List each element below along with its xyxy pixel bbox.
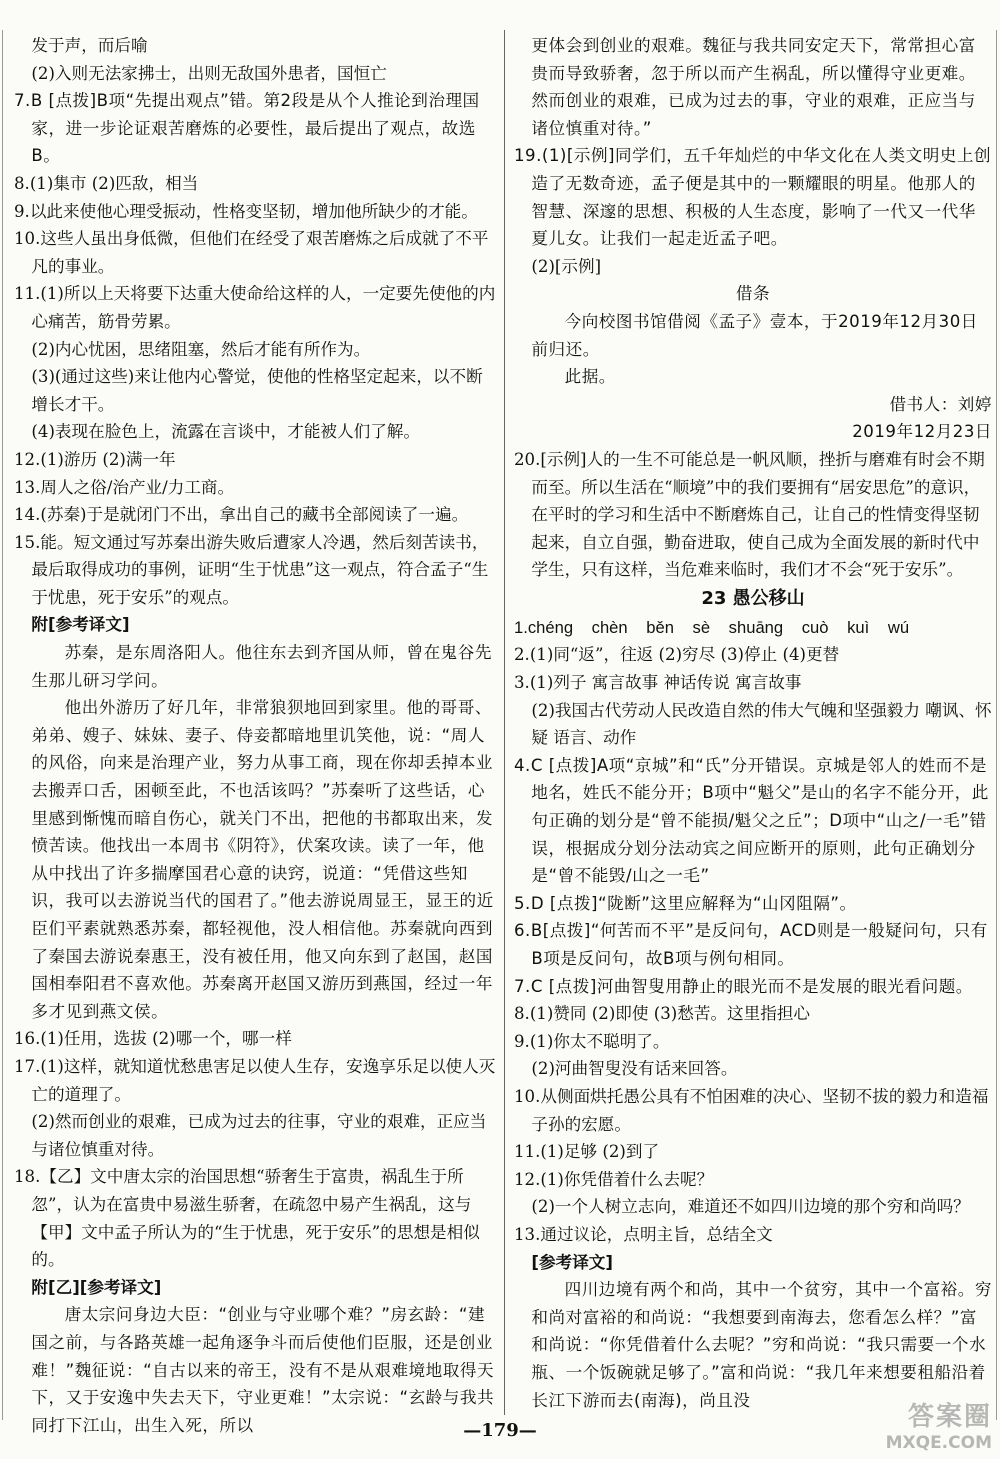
right-paragraph: (2)[示例] <box>531 256 602 276</box>
left-paragraph: 他出外游历了好几年，非常狼狈地回到家里。他的哥哥、弟弟、嫂子、妹妹、妻子、侍妾都暗地里讥笑他，说：“周人的风俗，向来是治理产业，努力从事工商，现在你却丢掉本业去搬弄口舌，困顿至此，不也活该吗？”苏秦听了这些话，心里感到惭愧而暗自伤心，就关门不出，把他的书都取出来，发愤苦读。他找出一本周书《阴符》，伏案攻读。读了一年，他从中找出了许多揣摩国君心意的诀窍，说道：“凭借这些知识，我可以去游说当代的国君了。”他去游说周显王，显王的近臣们平素就熟悉苏秦，都轻视他，没人相信他。苏秦就向西到了秦国去游说秦惠王，没有被任用，他又向东到了赵国，赵国国相奉阳君不喜欢他。苏秦离开赵国又游历到燕国，经过一年多才见到燕文侯。 <box>31 698 494 1021</box>
right-paragraph: 6.B[点拨]“何苦而不平”是反问句，ACD则是一般疑问句，只有B项是反问句，故B项与例句相同。 <box>514 921 988 968</box>
right-paragraph: 2.(1)同“返”，往返 (2)穷尽 (3)停止 (4)更替 <box>514 645 840 665</box>
left-paragraph: 13.周人之俗/治产业/力工商。 <box>14 477 235 497</box>
right-paragraph: 20.[示例]人的一生不可能总是一帆风顺，挫折与磨难有时会不期而至。所以生活在“顺境”中的我们要拥有“居安思危”的意识，在平时的学习和生活中不断磨炼自己，让自己的性情变得坚韧起来，自立自强，勤奋进取，使自己成为全面发展的新时代中学生，只有这样，当危难来临时，我们才不会“死于安乐”。 <box>514 449 985 580</box>
right-paragraph: 更体会到创业的艰难。魏征与我共同安定天下，常常担心富贵而导致骄奢，忽于所以而产生祸乱，所以懂得守业更难。然而创业的艰难，已成为过去的事，守业的艰难，正应当与诸位慎重对待。” <box>531 36 976 138</box>
left-paragraph: (3)(通过这些)来让他内心警觉，使他的性格坚定起来，以不断增长才干。 <box>31 367 483 414</box>
right-paragraph: 13.通过议论，点明主旨，总结全文 <box>514 1224 773 1244</box>
right-paragraph: 借书人：刘婷 <box>889 394 992 414</box>
left-paragraph: 苏秦，是东周洛阳人。他往东去到齐国从师，曾在鬼谷先生那儿研习学问。 <box>31 643 492 690</box>
watermark-logo: 答案圈 <box>907 1402 992 1432</box>
right-paragraph: 4.C [点拨]A项“京城”和“氏”分开错误。京城是邻人的姓而不是地名，姓氏不能分开；B项中“魁父”是山的名字不能分开，此句正确的划分是“曾不能损/魁父之丘”；D项中“山之/一毛”错误，根据成分划分法动宾之间应断开的原则，此句正确划分是“曾不能毁/山之一毛” <box>514 755 989 886</box>
page-number: —179— <box>463 1420 537 1441</box>
left-paragraph: 发于声，而后喻 <box>31 36 148 55</box>
left-paragraph: 8.(1)集市 (2)匹敌，相当 <box>14 173 199 193</box>
left-paragraph: 12.(1)游历 (2)满一年 <box>14 449 176 469</box>
watermark-url: MXQE.COM <box>885 1433 992 1453</box>
left-paragraph: (2)然而创业的艰难，已成为过去的往事，守业的艰难，正应当与诸位慎重对待。 <box>31 1112 487 1159</box>
left-paragraph: 唐太宗问身边大臣：“创业与守业哪个难？”房玄龄：“建国之前，与各路英雄一起角逐争斗而后使他们臣服，还是创业难！”魏征说：“自古以来的帝王，没有不是从艰难境地取得天下，又于安逸中失去天下，守业更难！”太宗说：“玄龄与我共同打下江山，出生入死，所以 <box>31 1305 495 1435</box>
right-paragraph: (2)我国古代劳动人民改造自然的伟大气魄和坚强毅力 嘲讽、怀疑 语言、动作 <box>531 700 992 748</box>
left-page-edge <box>2 30 3 1420</box>
column-divider <box>504 30 505 1415</box>
right-paragraph: [参考译文] <box>531 1252 613 1272</box>
left-paragraph: 附[参考译文] <box>31 615 130 635</box>
right-paragraph: 5.D [点拨]“陇断”这里应解释为“山冈阻隔”。 <box>514 893 857 913</box>
left-paragraph: (2)内心忧困，思绪阻塞，然后才能有所作为。 <box>31 339 371 359</box>
left-paragraph: (2)入则无法家拂士，出则无敌国外患者，国恒亡 <box>31 63 387 83</box>
left-paragraph: 7.B [点拨]B项“先提出观点”错。第2段是从个人推论到治理国家，进一步论证艰苦磨炼的必要性，最后提出了观点，故选B。 <box>14 91 480 166</box>
watermark <box>886 1396 992 1453</box>
right-column <box>514 32 992 1414</box>
left-paragraph: 14.(苏秦)于是就闭门不出，拿出自己的藏书全部阅读了一遍。 <box>14 505 469 525</box>
right-paragraph: (2)河曲智叟没有话来回答。 <box>531 1059 738 1079</box>
right-paragraph: 今向校图书馆借阅《孟子》壹本，于2019年12月30日前归还。 <box>531 311 978 359</box>
right-paragraph: 9.(1)你太不聪明了。 <box>514 1031 670 1051</box>
right-paragraph: 12.(1)你凭借着什么去呢？ <box>514 1169 714 1189</box>
right-paragraph: 10.从侧面烘托愚公具有不怕困难的决心、坚韧不拔的毅力和造福子孙的宏愿。 <box>514 1086 989 1134</box>
left-paragraph: 18.【乙】文中唐太宗的治国思想“骄奢生于富贵，祸乱生于所忽”，认为在富贵中易滋生骄奢，在疏忽中易产生祸乱，这与【甲】文中孟子所认为的“生于忧患，死于安乐”的思想是相似的。 <box>14 1167 480 1270</box>
left-paragraph: 17.(1)这样，就知道忧愁患害足以使人生存，安逸享乐足以使人灭亡的道理了。 <box>14 1056 496 1104</box>
right-paragraph: 3.(1)列子 寓言故事 神话传说 寓言故事 <box>514 673 802 693</box>
left-paragraph: 附[乙][参考译文] <box>31 1277 162 1297</box>
right-paragraph: 借条 <box>735 284 771 304</box>
right-paragraph: 四川边境有两个和尚，其中一个贫穷，其中一个富裕。穷和尚对富裕的和尚说：“我想要到南海去，您看怎么样？”富和尚说：“你凭借着什么去呢？”穷和尚说：“我只需要一个水瓶、一个饭碗就足够了。”富和尚说：“我几年来想要租船沿着长江下游而去(南海)，尚且没 <box>531 1280 992 1410</box>
right-paragraph: 23 愚公移山 <box>701 587 805 609</box>
right-paragraph: 8.(1)赞同 (2)即使 (3)愁苦。这里指担心 <box>514 1004 811 1024</box>
left-paragraph: 9.以此来使他心理受振动，性格变坚韧，增加他所缺少的才能。 <box>14 201 478 221</box>
left-paragraph: (4)表现在脸色上，流露在言谈中，才能被人们了解。 <box>31 422 420 442</box>
right-paragraph: 7.C [点拨]河曲智叟用静止的眼光而不是发展的眼光看问题。 <box>514 976 973 996</box>
right-paragraph: 1.chéng chèn běn sè shuāng cuò kuì wú <box>514 617 910 637</box>
right-paragraph: 19.(1)[示例]同学们，五千年灿烂的中华文化在人类文明史上创造了无数奇迹，孟子便是其中的一颗耀眼的明星。他那人的智慧、深邃的思想、积极的人生态度，影响了一代又一代华夏儿女。让我们一起走近孟子吧。 <box>514 146 992 249</box>
right-paragraph: 此据。 <box>564 367 616 387</box>
left-paragraph: 11.(1)所以上天将要下达重大使命给这样的人，一定要先使他的内心痛苦，筋骨劳累。 <box>14 284 496 331</box>
left-paragraph: 10.这些人虽出身低微，但他们在经受了艰苦磨炼之后成就了不平凡的事业。 <box>14 229 489 276</box>
right-paragraph: (2)一个人树立志向，难道还不如四川边境的那个穷和尚吗？ <box>531 1197 970 1217</box>
left-paragraph: 16.(1)任用，选拔 (2)哪一个，哪一样 <box>14 1029 292 1049</box>
right-paragraph: 2019年12月23日 <box>852 422 992 442</box>
right-paragraph: 11.(1)足够 (2)到了 <box>514 1142 660 1162</box>
left-paragraph: 15.能。短文通过写苏秦出游失败后遭家人冷遇，然后刻苦读书，最后取得成功的事例，证明“生于忧患”这一观点，符合孟子“生于忧患，死于安乐”的观点。 <box>14 532 489 607</box>
right-page-edge <box>996 30 997 1420</box>
left-column <box>14 32 496 1439</box>
